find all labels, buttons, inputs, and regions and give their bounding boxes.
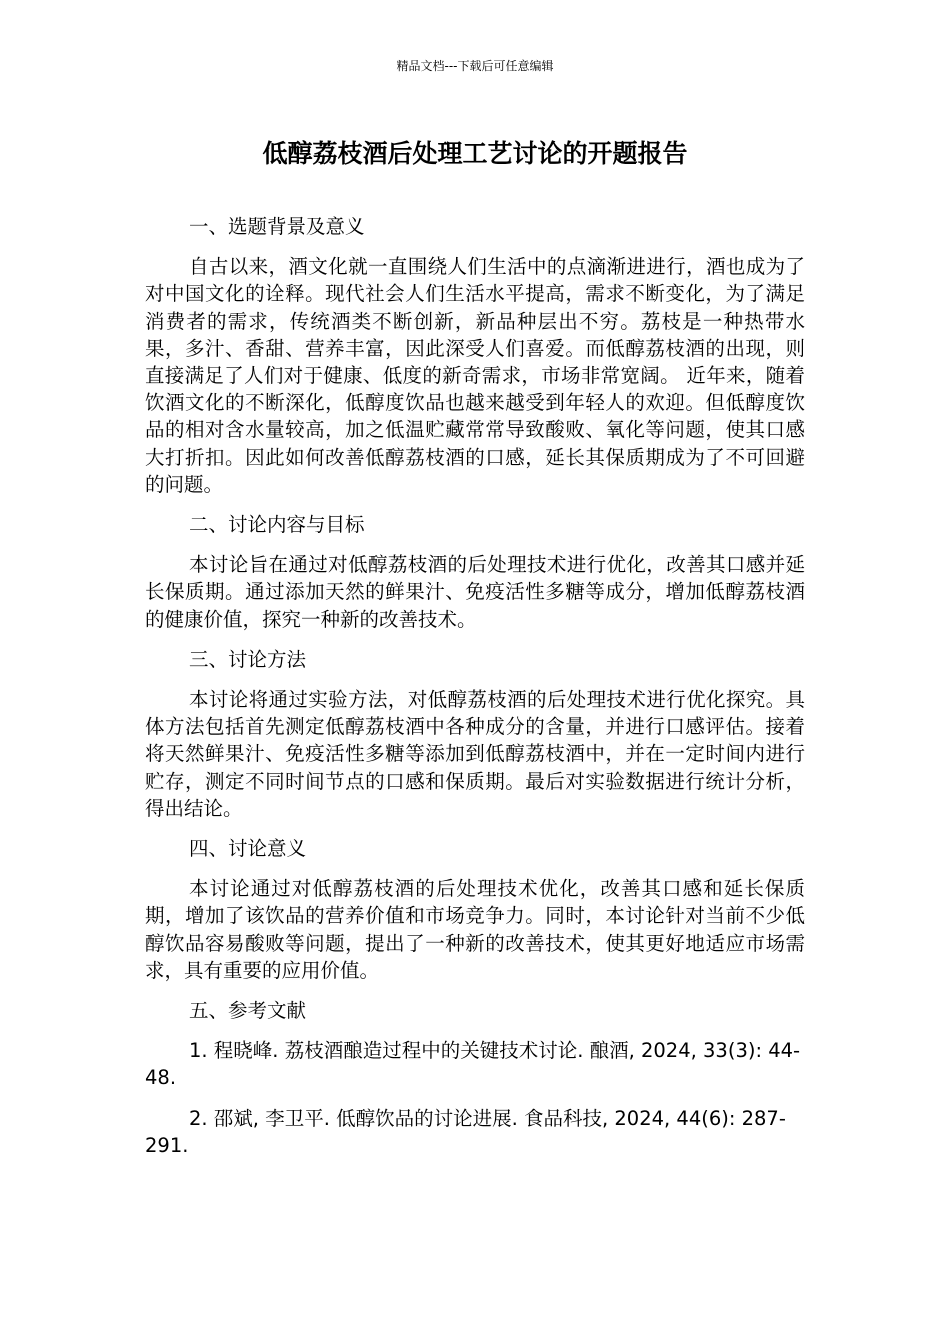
section-heading-methods: 三、讨论方法: [189, 647, 307, 671]
section-heading-background: 一、选题背景及意义: [189, 215, 365, 238]
section-background: [145, 213, 805, 498]
reference-item: 2. 邵斌, 李卫平. 低醇饮品的讨论进展. 食品科技, 2024, 44(6): 287-291.: [145, 1106, 786, 1157]
reference-item: 1. 程晓峰. 荔枝酒酿造过程中的关键技术讨论. 酿酒, 2024, 33(3): 44-48.: [145, 1039, 801, 1090]
document-body: [145, 213, 805, 1172]
section-heading-references: 五、参考文献: [189, 999, 307, 1023]
header-note: 精品文档---下载后可任意编辑: [396, 59, 554, 73]
section-paragraph-background: 自古以来，酒文化就一直围绕人们生活中的点滴渐进进行，酒也成为了对中国文化的诠释。现代社会人们生活水平提高，需求不断变化，为了满足消费者的需求，传统酒类不断创新，新品种层出不穷。荔枝是一种热带水果，多汁、香甜、营养丰富，因此深受人们喜爱。而低醇荔枝酒的出现，则直接满足了人们对于健康、低度的新奇需求，市场非常宽阔。 近年来，随着饮酒文化的不断深化，低醇度饮品也越来越受到年轻人的欢迎。但低醇度饮品的相对含水量较高，加之低温贮藏常常导致酸败、氧化等问题，使其口感大打折扣。因此如何改善低醇荔枝酒的口感，延长其保质期成为了不可回避的问题。: [145, 255, 805, 496]
section-heading-significance: 四、讨论意义: [189, 837, 307, 861]
document-title: 低醇荔枝酒后处理工艺讨论的开题报告: [262, 139, 688, 168]
section-methods: [145, 646, 805, 822]
section-paragraph-significance: 本讨论通过对低醇荔枝酒的后处理技术优化，改善其口感和延长保质期，增加了该饮品的营养价值和市场竞争力。同时，本讨论针对当前不少低醇饮品容易酸败等问题，提出了一种新的改善技术，使其更好地适应市场需求，具有重要的应用价值。: [145, 877, 805, 982]
section-paragraph-methods: 本讨论将通过实验方法，对低醇荔枝酒的后处理技术进行优化探究。具体方法包括首先测定低醇荔枝酒中各种成分的含量，并进行口感评估。接着将天然鲜果汁、免疫活性多糖等添加到低醇荔枝酒中，并在一定时间内进行贮存，测定不同时间节点的口感和保质期。最后对实验数据进行统计分析，得出结论。: [145, 688, 805, 820]
section-significance: [145, 835, 805, 984]
section-content-goals: [145, 511, 805, 633]
section-heading-content-goals: 二、讨论内容与目标: [189, 513, 365, 537]
section-references: [145, 997, 805, 1159]
section-paragraph-content-goals: 本讨论旨在通过对低醇荔枝酒的后处理技术进行优化，改善其口感并延长保质期。通过添加天然的鲜果汁、免疫活性多糖等成分，增加低醇荔枝酒的健康价值，探究一种新的改善技术。: [145, 553, 805, 631]
